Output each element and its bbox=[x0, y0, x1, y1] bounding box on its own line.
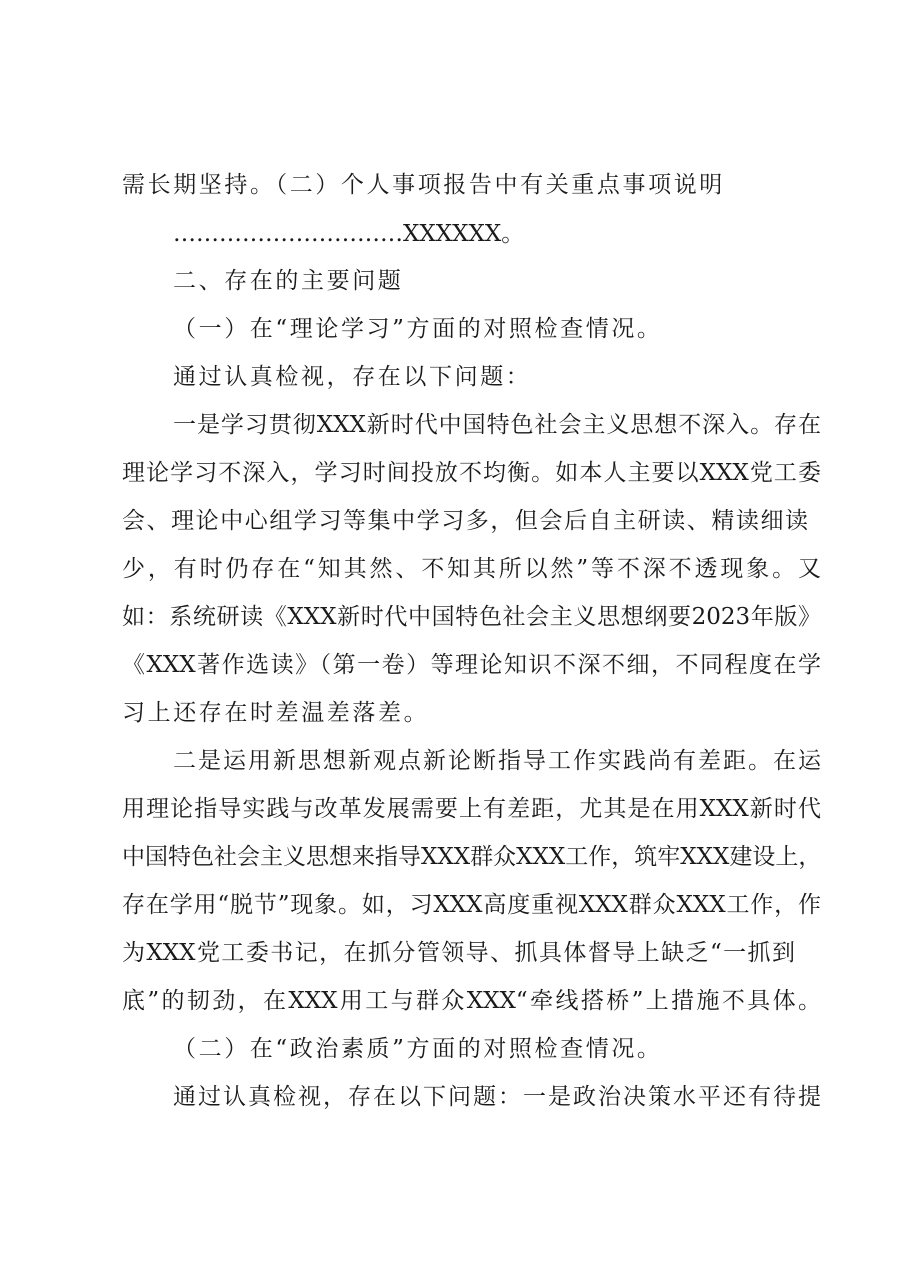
text-line-11: 《XXX著作选读》（第一卷）等理论知识不深不细，不同程度在学 bbox=[122, 652, 821, 678]
text-line-9: 少，有时仍存在“知其然、不知其所以然”等不深不透现象。又 bbox=[122, 556, 821, 582]
text-line-12: 习上还存在时差温差落差。 bbox=[122, 700, 430, 726]
subsection-heading-2: （二）在“政治素质”方面的对照检查情况。 bbox=[173, 1036, 663, 1062]
text-line-2: …………………………XXXXXX。 bbox=[173, 221, 525, 247]
subsection-heading-1: （一）在“理论学习”方面的对照检查情况。 bbox=[173, 316, 663, 342]
text-line-17: 为XXX党工委书记，在抓分管领导、抓具体督导上缺乏“一抓到 bbox=[122, 940, 795, 966]
text-line-20: 通过认真检视，存在以下问题：一是政治决策水平还有待提 bbox=[173, 1084, 821, 1110]
text-line-5: 通过认真检视，存在以下问题： bbox=[173, 364, 532, 390]
text-line-14: 用理论指导实践与改革发展需要上有差距，尤其是在用XXX新时代 bbox=[122, 796, 821, 822]
section-heading: 二、存在的主要问题 bbox=[173, 268, 404, 294]
text-line-16: 存在学用“脱节”现象。如，习XXX高度重视XXX群众XXX工作，作 bbox=[122, 892, 821, 918]
text-line-1: 需长期坚持。（二）个人事项报告中有关重点事项说明 bbox=[122, 172, 725, 198]
text-line-10: 如：系统研读《XXX新时代中国特色社会主义思想纲要2023年版》 bbox=[122, 604, 821, 630]
text-line-7: 理论学习不深入，学习时间投放不均衡。如本人主要以XXX党工委 bbox=[122, 460, 821, 486]
text-line-8: 会、理论中心组学习等集中学习多，但会后自主研读、精读细读 bbox=[122, 508, 808, 534]
text-line-18: 底”的韧劲，在XXX用工与群众XXX“牵线搭桥”上措施不具体。 bbox=[122, 988, 821, 1014]
text-line-13: 二是运用新思想新观点新论断指导工作实践尚有差距。在运 bbox=[173, 748, 821, 774]
text-line-6: 一是学习贯彻XXX新时代中国特色社会主义思想不深入。存在 bbox=[173, 412, 821, 438]
text-line-15: 中国特色社会主义思想来指导XXX群众XXX工作，筑牢XXX建设上， bbox=[122, 844, 822, 870]
